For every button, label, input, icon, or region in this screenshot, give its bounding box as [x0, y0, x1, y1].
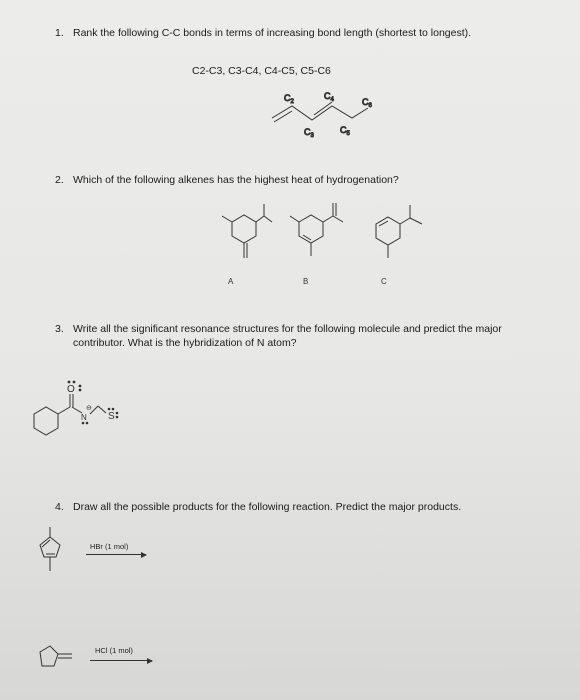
atom-c2: $C_2$: [284, 93, 294, 105]
reactant-2-structure: [30, 640, 85, 680]
question-1: [55, 26, 471, 40]
question-2-number: 2.: [55, 174, 64, 186]
reagent-hcl: HCl (1 mol): [95, 646, 133, 655]
alkene-b-structure: [285, 200, 345, 270]
reaction-arrow-1: [86, 554, 146, 555]
atom-c3: $C_3$: [304, 127, 314, 139]
atom-c5: $C_5$: [340, 125, 350, 137]
question-3-text-line2: contributor. What is the hybridization of N atom?: [73, 337, 297, 349]
question-1-text: Rank the following C-C bonds in terms of increasing bond length (shortest to longest).: [73, 27, 472, 39]
question-1-number: 1.: [55, 27, 64, 39]
question-3-text-line1: Write all the significant resonance structures for the following molecule and predict the major: [73, 323, 502, 335]
reactant-1-structure: [30, 525, 70, 580]
hexadiene-structure: [260, 88, 390, 143]
reaction-arrow-2: [90, 660, 152, 661]
question-3: [55, 322, 575, 350]
question-1-bonds: C2-C3, C3-C4, C4-C5, C5-C6: [192, 65, 331, 77]
atom-oxygen: O: [67, 384, 75, 395]
option-a-label: A: [228, 277, 234, 286]
option-c-label: C: [381, 277, 387, 286]
option-b-label: B: [303, 277, 309, 286]
question-4-text: Draw all the possible products for the following reaction. Predict the major products.: [73, 501, 462, 513]
question-4-number: 4.: [55, 501, 64, 513]
alkene-a-structure: [210, 200, 270, 270]
question-3-number: 3.: [55, 323, 64, 335]
atom-c4: $C_4$: [324, 91, 334, 103]
reagent-hbr: HBr (1 mol): [90, 542, 129, 551]
question-4: [55, 500, 461, 514]
atom-nitrogen: N: [81, 413, 87, 422]
atom-sulfur: S: [108, 411, 115, 422]
thioamide-structure: [28, 372, 138, 447]
charge-symbol: ⊖: [86, 405, 92, 412]
question-2: [55, 173, 399, 187]
question-2-text: Which of the following alkenes has the highest heat of hydrogenation?: [73, 174, 399, 186]
atom-c6: $C_6$: [362, 97, 372, 109]
alkene-c-structure: [362, 200, 432, 270]
